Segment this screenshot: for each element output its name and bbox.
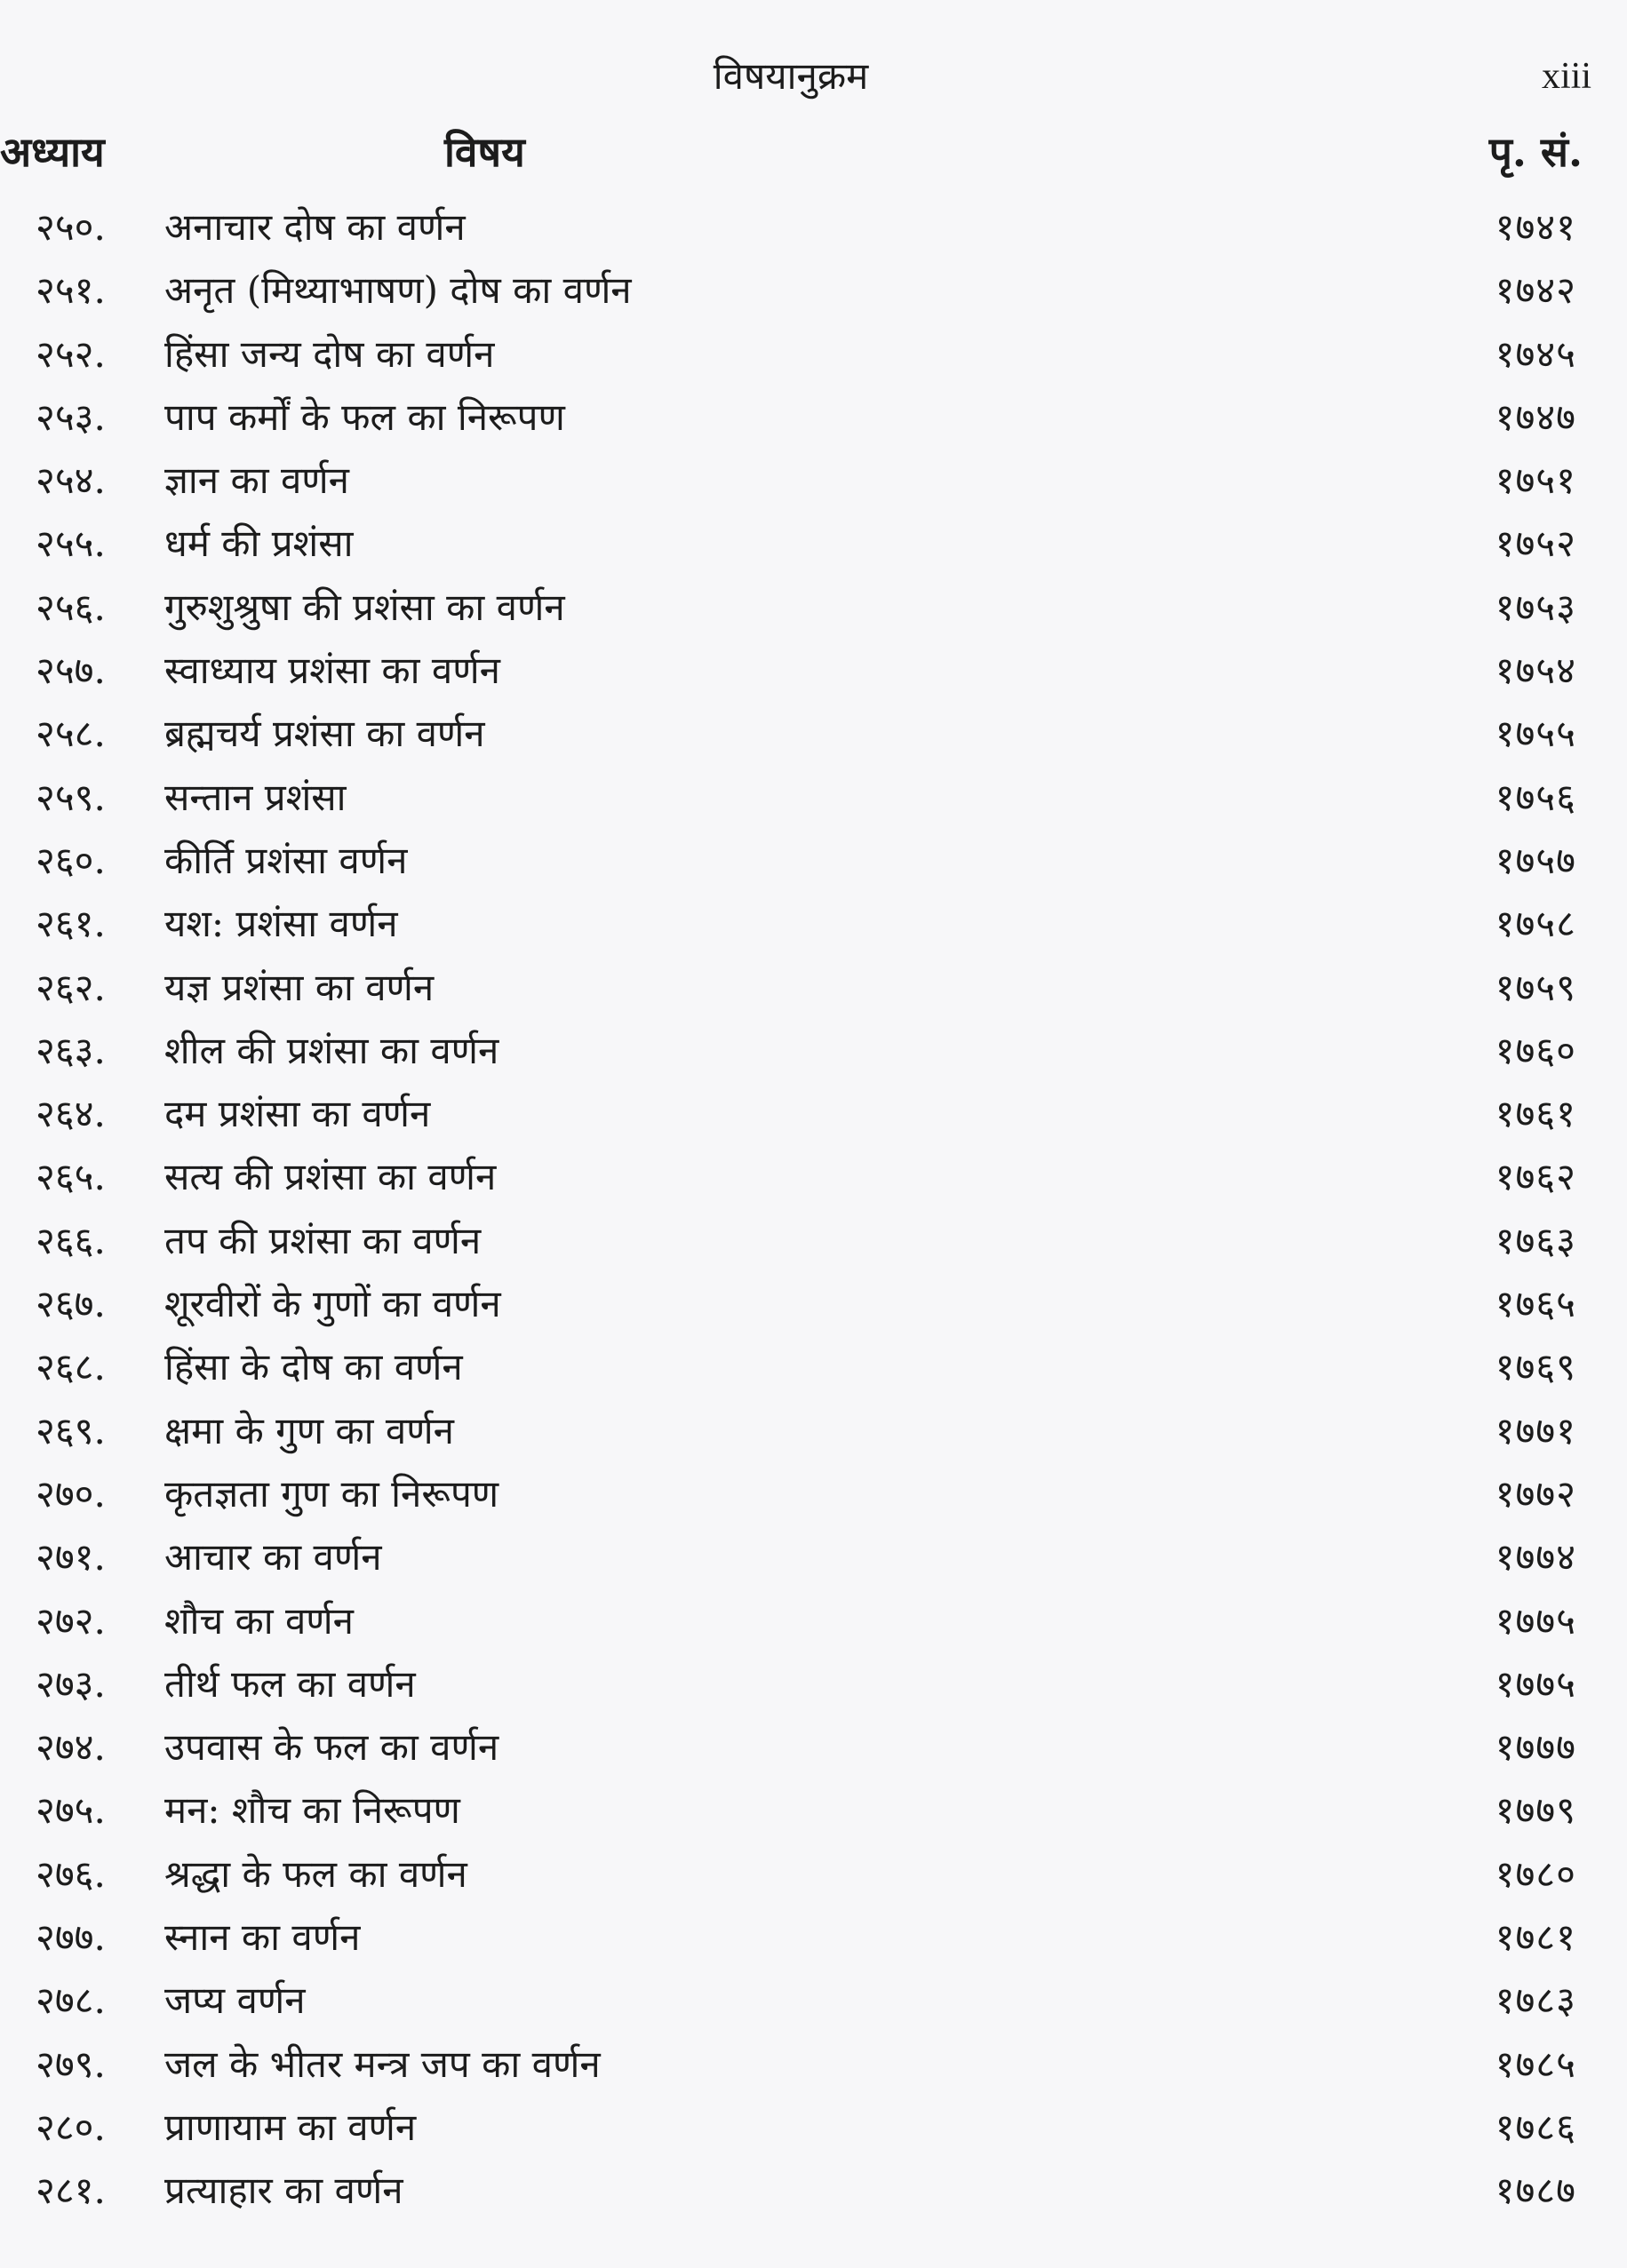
chapter-number: २७४. [36, 1725, 106, 1770]
chapter-number: २५३. [36, 394, 106, 439]
page-number: xiii [1541, 56, 1591, 97]
page-ref: १७५४ [1495, 649, 1576, 693]
chapter-subject: क्षमा के गुण का वर्णन [164, 1408, 454, 1452]
toc-row [0, 766, 1627, 829]
chapter-subject: यश: प्रशंसा वर्णन [164, 902, 398, 946]
toc-row [0, 702, 1627, 765]
page-ref: १७८१ [1495, 1915, 1576, 1960]
page-ref: १७६१ [1495, 1092, 1576, 1136]
chapter-subject: धर्म की प्रशंसा [164, 521, 354, 566]
chapter-number: २६१. [36, 902, 106, 946]
chapter-number: २७८. [36, 1978, 106, 2023]
chapter-number: २६५. [36, 1155, 106, 1199]
chapter-number: २६७. [36, 1282, 106, 1326]
page-ref: १७४५ [1495, 331, 1576, 376]
chapter-number: २६२. [36, 965, 106, 1009]
chapter-subject: शील की प्रशंसा का वर्णन [164, 1028, 499, 1072]
page-ref: १७७९ [1495, 1788, 1576, 1833]
page-ref: १७५७ [1495, 838, 1576, 882]
chapter-number: २५८. [36, 712, 106, 756]
running-title: विषयानुक्रम [713, 54, 869, 98]
chapter-number: २७०. [36, 1471, 106, 1516]
toc-row [0, 956, 1627, 1019]
chapter-number: २५४. [36, 458, 106, 503]
page-ref: १७८० [1495, 1851, 1576, 1896]
toc-row [0, 1209, 1627, 1272]
chapter-number: २६६. [36, 1218, 106, 1262]
chapter-subject: तप की प्रशंसा का वर्णन [164, 1218, 482, 1262]
toc-row [0, 449, 1627, 512]
chapter-subject: उपवास के फल का वर्णन [164, 1725, 499, 1770]
chapter-number: २७७. [36, 1915, 106, 1960]
chapter-subject: जल के भीतर मन्त्र जप का वर्णन [164, 2041, 601, 2086]
chapter-column-header: अध्याय [0, 128, 105, 176]
toc-row [0, 1652, 1627, 1715]
chapter-subject: श्रद्धा के फल का वर्णन [164, 1851, 467, 1896]
chapter-number: २६९. [36, 1408, 106, 1452]
chapter-subject: ब्रह्मचर्य प्रशंसा का वर्णन [164, 712, 485, 756]
toc-row [0, 1842, 1627, 1906]
toc-row [0, 259, 1627, 322]
chapter-subject: तीर्थ फल का वर्णन [164, 1661, 416, 1706]
toc-row [0, 2096, 1627, 2159]
page-ref: १७८३ [1495, 1978, 1576, 2023]
toc-row [0, 1272, 1627, 1335]
page-ref: १७५६ [1495, 775, 1576, 819]
chapter-subject: दम प्रशंसा का वर्णन [164, 1092, 431, 1136]
chapter-number: २६०. [36, 838, 106, 882]
page-ref: १७८६ [1495, 2105, 1576, 2149]
page-ref: १७५५ [1495, 712, 1576, 756]
toc-row [0, 639, 1627, 702]
page-ref: १७८५ [1495, 2041, 1576, 2086]
toc-row [0, 1335, 1627, 1398]
page-ref: १७५२ [1495, 521, 1576, 566]
chapter-subject: शूरवीरों के गुणों का वर्णन [164, 1282, 501, 1326]
page-ref: १७७५ [1495, 1661, 1576, 1706]
chapter-subject: मन: शौच का निरूपण [164, 1788, 460, 1833]
chapter-subject: शौच का वर्णन [164, 1598, 354, 1643]
page-ref: १७८७ [1495, 2169, 1576, 2213]
chapter-subject: सत्य की प्रशंसा का वर्णन [164, 1155, 497, 1199]
toc-row [0, 322, 1627, 386]
toc-row [0, 195, 1627, 259]
chapter-subject: अनाचार दोष का वर्णन [164, 205, 466, 249]
chapter-number: २५९. [36, 775, 106, 819]
chapter-number: २५१. [36, 268, 106, 313]
page-ref: १७५९ [1495, 965, 1576, 1009]
toc-row [0, 1082, 1627, 1145]
chapter-subject: कीर्ति प्रशंसा वर्णन [164, 838, 408, 882]
toc-row [0, 1715, 1627, 1779]
toc-row [0, 576, 1627, 639]
page-ref: १७७२ [1495, 1471, 1576, 1516]
page-ref: १७५१ [1495, 458, 1576, 503]
page-ref: १७७४ [1495, 1535, 1576, 1580]
chapter-number: २७३. [36, 1661, 106, 1706]
page-ref: १७७७ [1495, 1725, 1576, 1770]
page-ref: १७५३ [1495, 585, 1576, 629]
toc-row [0, 512, 1627, 575]
toc-row [0, 1589, 1627, 1652]
toc-row [0, 1906, 1627, 1969]
page-ref: १७६९ [1495, 1345, 1576, 1389]
chapter-number: २६३. [36, 1028, 106, 1072]
chapter-number: २७९. [36, 2041, 106, 2086]
chapter-number: २६८. [36, 1345, 106, 1389]
toc-row [0, 2033, 1627, 2096]
page-ref: १७७१ [1495, 1408, 1576, 1452]
chapter-subject: हिंसा जन्य दोष का वर्णन [164, 331, 495, 376]
toc-row [0, 2159, 1627, 2222]
page-ref: १७५८ [1495, 902, 1576, 946]
chapter-number: २५०. [36, 205, 106, 249]
toc-row [0, 892, 1627, 955]
page-ref: १७४२ [1495, 268, 1576, 313]
chapter-subject: सन्तान प्रशंसा [164, 775, 347, 819]
chapter-subject: अनृत (मिथ्याभाषण) दोष का वर्णन [164, 268, 632, 313]
chapter-subject: ज्ञान का वर्णन [164, 458, 349, 503]
page-ref: १७७५ [1495, 1598, 1576, 1643]
page-column-header: पृ. सं. [1488, 128, 1583, 176]
chapter-subject: पाप कर्मों के फल का निरूपण [164, 394, 565, 439]
chapter-subject: गुरुशुश्रुषा की प्रशंसा का वर्णन [164, 585, 565, 629]
subject-column-header: विषय [444, 128, 525, 176]
chapter-subject: यज्ञ प्रशंसा का वर्णन [164, 965, 435, 1009]
chapter-number: २७१. [36, 1535, 106, 1580]
chapter-subject: कृतज्ञता गुण का निरूपण [164, 1471, 499, 1516]
toc-row [0, 1145, 1627, 1208]
chapter-number: २८१. [36, 2169, 106, 2213]
chapter-subject: प्राणायाम का वर्णन [164, 2105, 417, 2149]
page-ref: १७४७ [1495, 394, 1576, 439]
chapter-subject: स्नान का वर्णन [164, 1915, 361, 1960]
chapter-subject: हिंसा के दोष का वर्णन [164, 1345, 463, 1389]
chapter-number: २५६. [36, 585, 106, 629]
chapter-number: २५२. [36, 331, 106, 376]
chapter-subject: स्वाध्याय प्रशंसा का वर्णन [164, 649, 500, 693]
page-ref: १७६३ [1495, 1218, 1576, 1262]
chapter-subject: प्रत्याहार का वर्णन [164, 2169, 403, 2213]
toc-row [0, 1019, 1627, 1082]
column-headers [0, 123, 1627, 185]
toc-row [0, 1399, 1627, 1462]
page-ref: १७४१ [1495, 205, 1576, 249]
page-ref: १७६५ [1495, 1282, 1576, 1326]
chapter-subject: आचार का वर्णन [164, 1535, 382, 1580]
toc-row [0, 1779, 1627, 1842]
chapter-number: २७२. [36, 1598, 106, 1643]
chapter-number: २५५. [36, 521, 106, 566]
toc-row [0, 1969, 1627, 2032]
running-header [0, 52, 1627, 105]
page-ref: १७६२ [1495, 1155, 1576, 1199]
toc-row [0, 386, 1627, 449]
toc-row [0, 829, 1627, 892]
chapter-number: २७५. [36, 1788, 106, 1833]
table-of-contents [0, 195, 1627, 2223]
toc-row [0, 1462, 1627, 1525]
chapter-number: २६४. [36, 1092, 106, 1136]
toc-row [0, 1525, 1627, 1588]
page-ref: १७६० [1495, 1028, 1576, 1072]
chapter-number: २५७. [36, 649, 106, 693]
chapter-subject: जप्य वर्णन [164, 1978, 306, 2023]
chapter-number: २८०. [36, 2105, 106, 2149]
chapter-number: २७६. [36, 1851, 106, 1896]
